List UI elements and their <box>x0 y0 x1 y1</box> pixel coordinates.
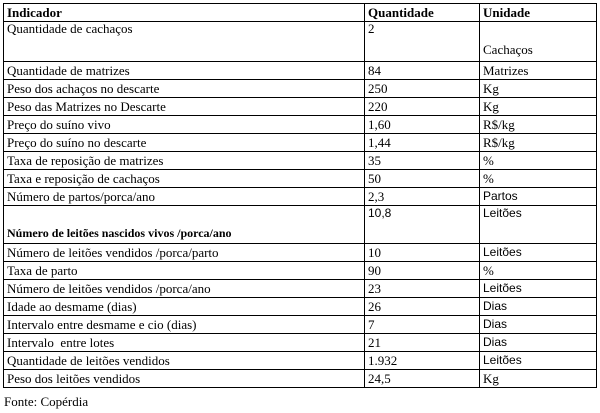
unit-cell: Leitões <box>480 206 597 244</box>
quantity-cell: 24,5 <box>365 370 480 388</box>
indicator-cell: Número de leitões vendidos /porca/ano <box>4 280 365 298</box>
quantity-cell: 1,60 <box>365 116 480 134</box>
unit-cell: Kg <box>480 370 597 388</box>
table-row <box>4 22 597 62</box>
indicator-cell: Quantidade de leitões vendidos <box>4 352 365 370</box>
table-row <box>4 370 597 388</box>
quantity-cell: 2 <box>365 22 480 62</box>
unit-cell: Leitões <box>480 244 597 262</box>
quantity-cell: 84 <box>365 62 480 80</box>
indicator-cell: Intervalo entre lotes <box>4 334 365 352</box>
table-row <box>4 62 597 80</box>
table-row <box>4 352 597 370</box>
unit-cell: % <box>480 152 597 170</box>
table-row <box>4 262 597 280</box>
quantity-cell: 50 <box>365 170 480 188</box>
table-row <box>4 98 597 116</box>
indicator-cell: Número de partos/porca/ano <box>4 188 365 206</box>
quantity-cell: 35 <box>365 152 480 170</box>
indicator-cell: Peso dos leitões vendidos <box>4 370 365 388</box>
quantity-cell: 220 <box>365 98 480 116</box>
unit-cell: Kg <box>480 80 597 98</box>
unit-cell: Leitões <box>480 352 597 370</box>
indicator-cell: Peso das Matrizes no Descarte <box>4 98 365 116</box>
table-row <box>4 80 597 98</box>
quantity-cell: 90 <box>365 262 480 280</box>
indicators-table <box>3 3 597 388</box>
table-row <box>4 280 597 298</box>
unit-cell: Dias <box>480 334 597 352</box>
unit-cell: Matrizes <box>480 62 597 80</box>
quantity-cell: 10 <box>365 244 480 262</box>
unit-cell: Cachaços <box>480 22 597 62</box>
quantity-cell: 1,44 <box>365 134 480 152</box>
quantity-cell: 10,8 <box>365 206 480 244</box>
indicator-cell: Peso dos achaços no descarte <box>4 80 365 98</box>
table-row <box>4 244 597 262</box>
quantity-cell: 26 <box>365 298 480 316</box>
quantity-cell: 250 <box>365 80 480 98</box>
quantity-cell: 2,3 <box>365 188 480 206</box>
indicator-cell: Preço do suíno vivo <box>4 116 365 134</box>
indicator-cell: Taxa de parto <box>4 262 365 280</box>
indicator-cell: Taxa e reposição de cachaços <box>4 170 365 188</box>
unit-cell: R$/kg <box>480 116 597 134</box>
source-note: Fonte: Copérdia <box>4 394 89 409</box>
unit-cell: Partos <box>480 188 597 206</box>
quantity-cell: 23 <box>365 280 480 298</box>
quantity-cell: 1.932 <box>365 352 480 370</box>
unit-header: Unidade <box>480 4 597 22</box>
indicator-header: Indicador <box>4 4 365 22</box>
indicator-cell: Intervalo entre desmame e cio (dias) <box>4 316 365 334</box>
indicator-cell: Quantidade de cachaços <box>4 22 365 62</box>
indicator-cell: Taxa de reposição de matrizes <box>4 152 365 170</box>
quantity-cell: 21 <box>365 334 480 352</box>
indicator-cell: Número de leitões nascidos vivos /porca/ano <box>4 206 365 244</box>
indicator-cell: Número de leitões vendidos /porca/parto <box>4 244 365 262</box>
table-row <box>4 206 597 244</box>
table-row <box>4 134 597 152</box>
table-row <box>4 334 597 352</box>
unit-cell: % <box>480 170 597 188</box>
indicator-cell: Preço do suíno no descarte <box>4 134 365 152</box>
table-row <box>4 188 597 206</box>
unit-cell: Kg <box>480 98 597 116</box>
unit-cell: Dias <box>480 298 597 316</box>
quantity-cell: 7 <box>365 316 480 334</box>
table-row <box>4 316 597 334</box>
unit-cell: % <box>480 262 597 280</box>
indicator-cell: Idade ao desmame (dias) <box>4 298 365 316</box>
table-row <box>4 152 597 170</box>
table-row <box>4 116 597 134</box>
table-row <box>4 170 597 188</box>
indicator-cell: Quantidade de matrizes <box>4 62 365 80</box>
unit-cell: R$/kg <box>480 134 597 152</box>
unit-cell: Dias <box>480 316 597 334</box>
header-row <box>4 4 597 22</box>
table-row <box>4 298 597 316</box>
quantity-header: Quantidade <box>365 4 480 22</box>
unit-cell: Leitões <box>480 280 597 298</box>
